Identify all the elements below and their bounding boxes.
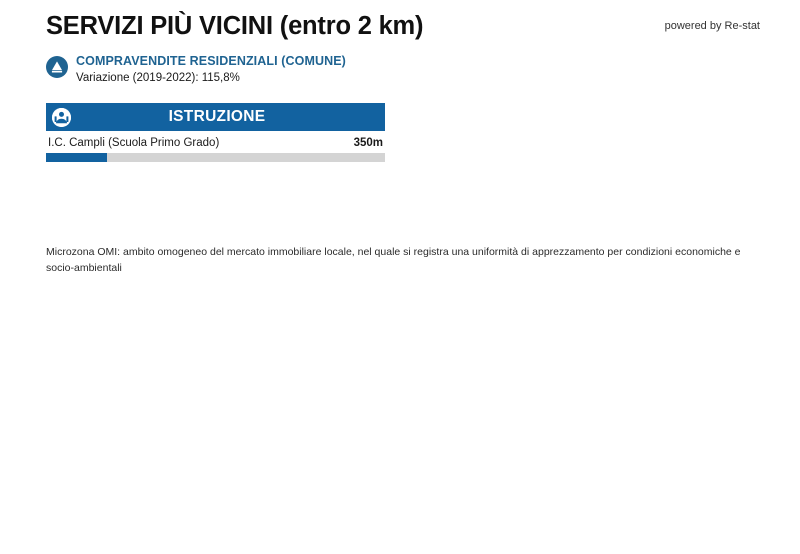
- page-title: SERVIZI PIÙ VICINI (entro 2 km): [46, 12, 424, 40]
- omi-indicator-block: [46, 54, 346, 86]
- poi-list: [46, 137, 385, 162]
- school-person-icon: [52, 108, 71, 127]
- powered-by-label: powered by Re-stat: [664, 20, 760, 32]
- category-label: ISTRUZIONE: [168, 108, 266, 125]
- poi-distance: 350m: [353, 137, 383, 149]
- page-header: [46, 12, 760, 40]
- footnote-omi-definition: Microzona OMI: ambito omogeneo del mercato immobiliare locale, nel quale si registra una uniformità di apprezzamento per condizioni economiche e socio-ambientali: [46, 246, 741, 274]
- omi-title: COMPRAVENDITE RESIDENZIALI (COMUNE): [76, 54, 346, 68]
- omi-text-group: [76, 54, 346, 86]
- poi-row: [46, 137, 385, 149]
- list-item: [46, 137, 385, 162]
- omi-subtitle: Variazione (2019-2022): 115,8%: [76, 71, 240, 84]
- poi-name: I.C. Campli (Scuola Primo Grado): [48, 137, 220, 149]
- category-bar-istruzione: [46, 103, 385, 131]
- drop-marker-icon: [46, 56, 68, 78]
- poi-distance-track: [46, 153, 385, 162]
- poi-distance-fill: [46, 153, 107, 162]
